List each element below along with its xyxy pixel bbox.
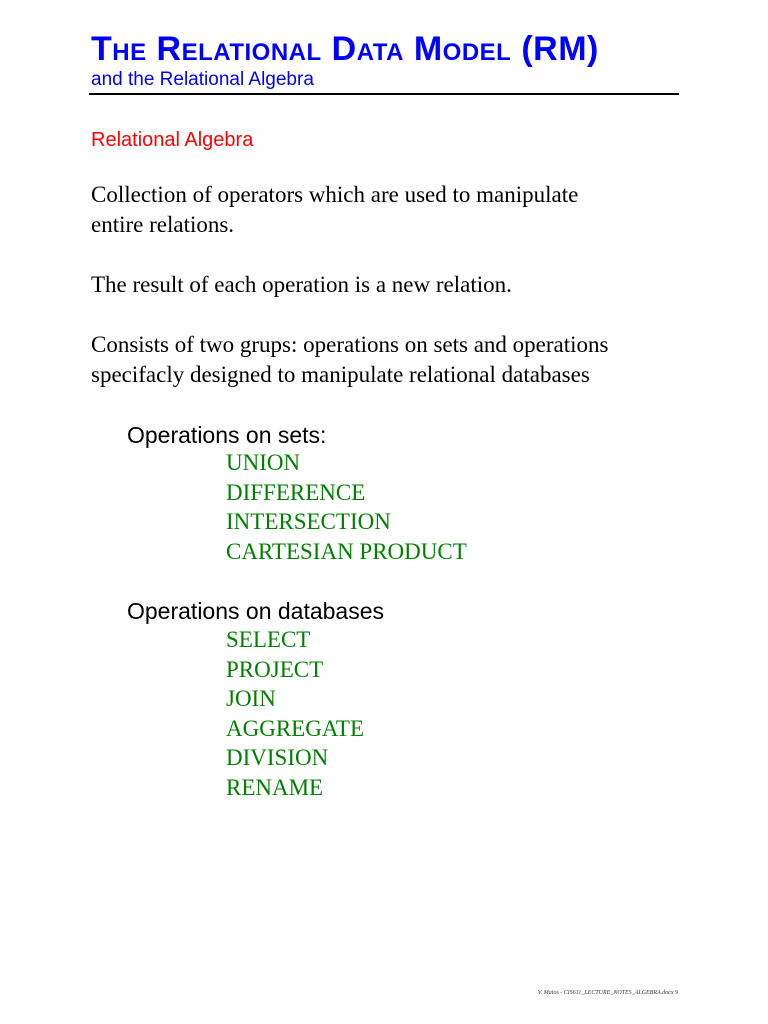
paragraph-line: Collection of operators which are used to manipulate xyxy=(91,182,579,207)
page-title xyxy=(91,30,599,68)
list-item: DIVISION xyxy=(226,745,329,771)
list-item: JOIN xyxy=(226,686,276,712)
page-title-suffix: (RM) xyxy=(521,30,599,68)
operations-on-databases-list xyxy=(226,625,364,803)
paragraph-line: The result of each operation is a new relation. xyxy=(91,272,512,297)
paragraph-groups xyxy=(91,330,608,390)
paragraph-result xyxy=(91,270,512,300)
list-item: INTERSECTION xyxy=(226,509,391,535)
page-subtitle: and the Relational Algebra xyxy=(91,69,314,90)
operations-on-sets-list xyxy=(226,448,467,566)
list-item: DIFFERENCE xyxy=(226,479,366,505)
list-item: RENAME xyxy=(226,774,324,800)
list-item: CARTESIAN PRODUCT xyxy=(226,538,467,564)
page-title-text: The Relational Data Model xyxy=(91,30,512,68)
group-heading-databases: Operations on databases xyxy=(127,598,385,624)
paragraph-line: Consists of two grups: operations on sets and operations xyxy=(91,332,609,357)
paragraph-line: specifacly designed to manipulate relational databases xyxy=(91,362,590,387)
paragraph-line: entire relations. xyxy=(91,212,235,237)
list-item: UNION xyxy=(226,450,301,475)
paragraph-definition xyxy=(91,180,578,240)
list-item: AGGREGATE xyxy=(226,715,364,741)
section-title: Relational Algebra xyxy=(91,129,254,151)
list-item: PROJECT xyxy=(226,656,324,682)
group-heading-sets: Operations on sets: xyxy=(127,422,327,448)
header-divider xyxy=(89,93,679,95)
list-item: SELECT xyxy=(226,627,311,652)
page-footer: V. Matos - CIS611_LECTURE_NOTES_ALGEBRA.docx 9 xyxy=(537,990,678,996)
